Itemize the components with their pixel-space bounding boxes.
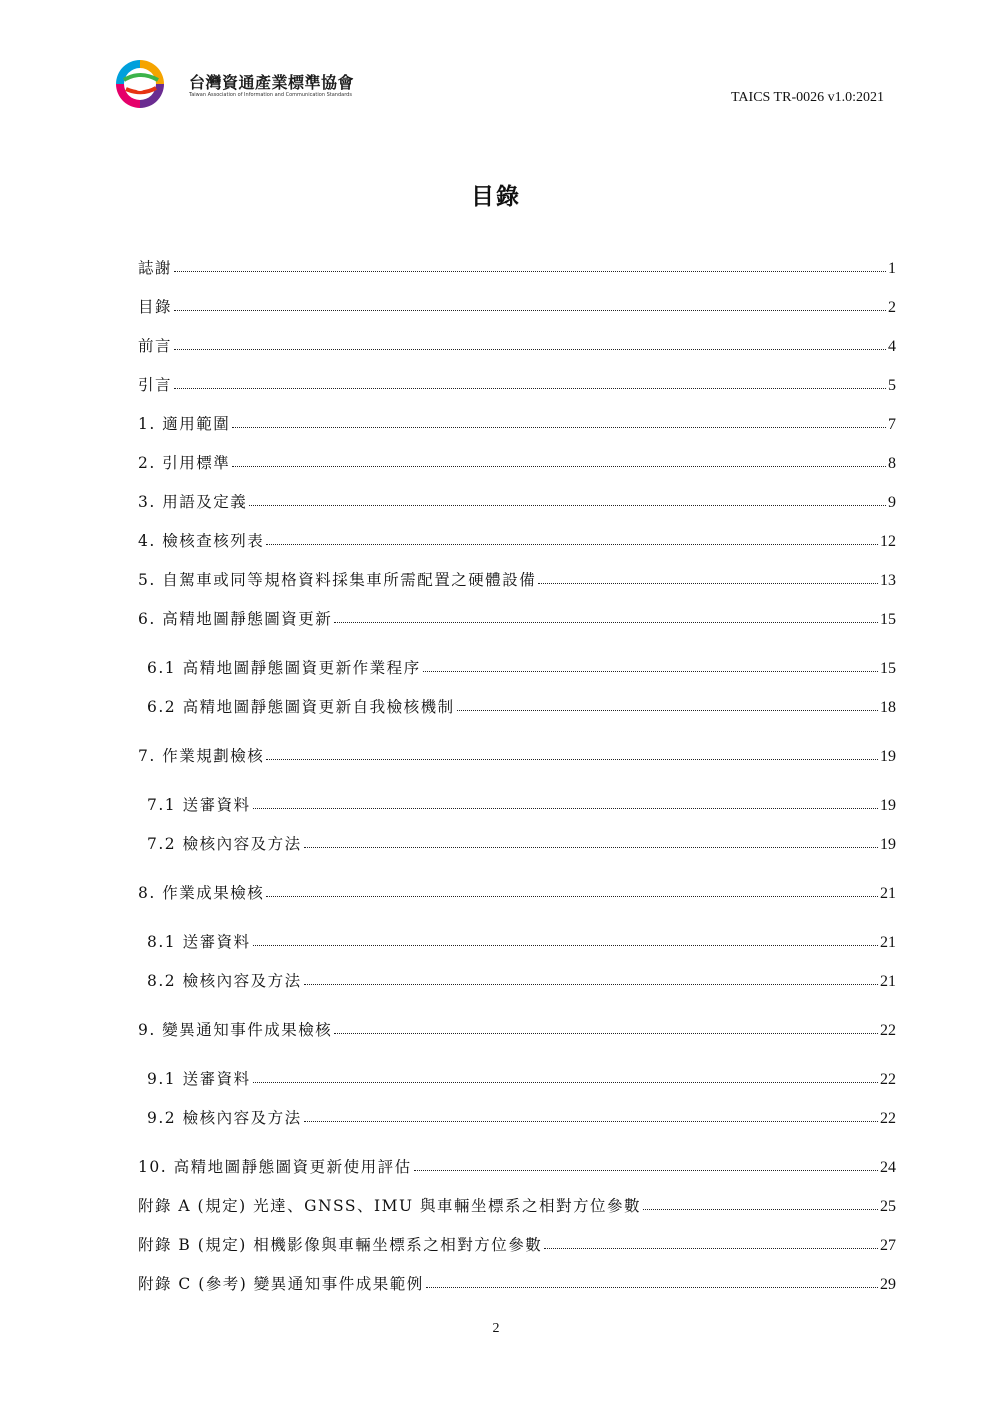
toc-entry[interactable] <box>147 924 896 952</box>
toc-entry-label: 6. 高精地圖靜態圖資更新 <box>138 610 333 628</box>
toc-entry-label: 7.1 送審資料 <box>147 796 251 814</box>
page-title: 目錄 <box>471 184 521 210</box>
toc-entry-page: 19 <box>880 748 896 765</box>
toc-entry[interactable] <box>138 562 896 590</box>
toc-entry[interactable] <box>138 1266 896 1294</box>
toc-entry-page: 19 <box>880 836 896 853</box>
toc-entry-page: 2 <box>888 299 896 316</box>
toc-leader-dots <box>174 388 886 389</box>
toc-leader-dots <box>426 1287 878 1288</box>
toc-entry-page: 15 <box>880 660 896 677</box>
toc-leader-dots <box>304 847 878 848</box>
toc-entry[interactable] <box>147 1061 896 1089</box>
toc-entry-page: 18 <box>880 699 896 716</box>
toc-entry-page: 21 <box>880 885 896 902</box>
toc-entry-label: 10. 高精地圖靜態圖資更新使用評估 <box>138 1158 412 1176</box>
toc-leader-dots <box>266 544 878 545</box>
toc-leader-dots <box>304 1121 878 1122</box>
toc-entry-label: 前言 <box>138 337 173 355</box>
toc-entry[interactable] <box>147 689 896 717</box>
toc-entry-page: 27 <box>880 1237 896 1254</box>
toc-entry-page: 21 <box>880 934 896 951</box>
toc-leader-dots <box>304 984 878 985</box>
toc-entry[interactable] <box>138 328 896 356</box>
toc-entry-page: 19 <box>880 797 896 814</box>
toc-entry-page: 29 <box>880 1276 896 1293</box>
toc-entry[interactable] <box>138 250 896 278</box>
toc-entry-page: 9 <box>888 494 896 511</box>
toc-leader-dots <box>414 1170 878 1171</box>
toc-leader-dots <box>334 622 878 623</box>
taics-logo-icon <box>112 56 168 112</box>
toc-leader-dots <box>253 945 878 946</box>
toc-entry-label: 6.2 高精地圖靜態圖資更新自我檢核機制 <box>147 698 455 716</box>
toc-entry-label: 誌謝 <box>138 259 173 277</box>
toc-entry-page: 15 <box>880 611 896 628</box>
toc-entry[interactable] <box>138 406 896 434</box>
toc-leader-dots <box>232 427 886 428</box>
toc-entry-label: 5. 自駕車或同等規格資料採集車所需配置之硬體設備 <box>138 571 537 589</box>
toc-entry-label: 7.2 檢核內容及方法 <box>147 835 302 853</box>
toc-leader-dots <box>249 505 886 506</box>
toc-entry-label: 7. 作業規劃檢核 <box>138 747 265 765</box>
toc-entry[interactable] <box>147 787 896 815</box>
toc-entry[interactable] <box>138 875 896 903</box>
toc-entry-label: 3. 用語及定義 <box>138 493 248 511</box>
toc-leader-dots <box>544 1248 878 1249</box>
toc-leader-dots <box>643 1209 878 1210</box>
toc-entry[interactable] <box>138 1149 896 1177</box>
toc-entry-page: 5 <box>888 377 896 394</box>
toc-entry-label: 4. 檢核查核列表 <box>138 532 265 550</box>
org-name-zh: 台灣資通產業標準協會 <box>189 73 355 92</box>
toc-leader-dots <box>538 583 878 584</box>
toc-entry-label: 附錄 C (參考) 變異通知事件成果範例 <box>138 1275 424 1293</box>
toc-leader-dots <box>266 759 878 760</box>
toc-entry[interactable] <box>138 1227 896 1255</box>
toc-entry-label: 9. 變異通知事件成果檢核 <box>138 1021 333 1039</box>
toc-entry[interactable] <box>147 650 896 678</box>
toc-entry-label: 目錄 <box>138 298 173 316</box>
toc-leader-dots <box>174 349 886 350</box>
toc-entry-page: 22 <box>880 1110 896 1127</box>
toc-entry[interactable] <box>138 601 896 629</box>
page-number: 2 <box>492 1321 500 1336</box>
toc-entry-label: 6.1 高精地圖靜態圖資更新作業程序 <box>147 659 421 677</box>
org-name-en: Taiwan Association of Information and Communication Standards <box>189 92 352 98</box>
toc-entry-label: 附錄 A (規定) 光達、GNSS、IMU 與車輛坐標系之相對方位參數 <box>138 1197 641 1215</box>
toc-entry-page: 7 <box>888 416 896 433</box>
toc-entry[interactable] <box>138 445 896 473</box>
toc-leader-dots <box>457 710 878 711</box>
toc-entry-label: 8. 作業成果檢核 <box>138 884 265 902</box>
toc-leader-dots <box>423 671 878 672</box>
toc-entry[interactable] <box>138 738 896 766</box>
organization-name <box>189 74 354 99</box>
toc-leader-dots <box>174 310 886 311</box>
toc-entry-label: 1. 適用範圍 <box>138 415 231 433</box>
toc-entry[interactable] <box>138 523 896 551</box>
toc-entry-page: 4 <box>888 338 896 355</box>
toc-entry[interactable] <box>147 1100 896 1128</box>
toc-entry-page: 25 <box>880 1198 896 1215</box>
toc-leader-dots <box>253 1082 878 1083</box>
toc-entry-page: 22 <box>880 1071 896 1088</box>
toc-leader-dots <box>334 1033 878 1034</box>
toc-entry-label: 9.1 送審資料 <box>147 1070 251 1088</box>
toc-entry-page: 22 <box>880 1022 896 1039</box>
document-id: TAICS TR-0026 v1.0:2021 <box>730 90 884 105</box>
toc-entry-page: 21 <box>880 973 896 990</box>
toc-entry-page: 24 <box>880 1159 896 1176</box>
toc-leader-dots <box>174 271 886 272</box>
toc-entry[interactable] <box>147 963 896 991</box>
toc-leader-dots <box>253 808 878 809</box>
toc-entry-page: 8 <box>888 455 896 472</box>
toc-entry-label: 引言 <box>138 376 173 394</box>
toc-entry[interactable] <box>138 1012 896 1040</box>
toc-entry[interactable] <box>138 289 896 317</box>
toc-entry[interactable] <box>147 826 896 854</box>
toc-entry-label: 附錄 B (規定) 相機影像與車輛坐標系之相對方位參數 <box>138 1236 543 1254</box>
toc-entry-label: 9.2 檢核內容及方法 <box>147 1109 302 1127</box>
toc-entry[interactable] <box>138 484 896 512</box>
toc-entry-label: 8.2 檢核內容及方法 <box>147 972 302 990</box>
toc-entry-page: 13 <box>880 572 896 589</box>
toc-entry-page: 1 <box>888 260 896 277</box>
toc-entry-label: 8.1 送審資料 <box>147 933 251 951</box>
toc-leader-dots <box>232 466 886 467</box>
toc-entry-label: 2. 引用標準 <box>138 454 231 472</box>
page-header <box>0 0 992 130</box>
toc-entry[interactable] <box>138 1188 896 1216</box>
toc-entry-page: 12 <box>880 533 896 550</box>
toc-entry[interactable] <box>138 367 896 395</box>
toc-leader-dots <box>266 896 878 897</box>
